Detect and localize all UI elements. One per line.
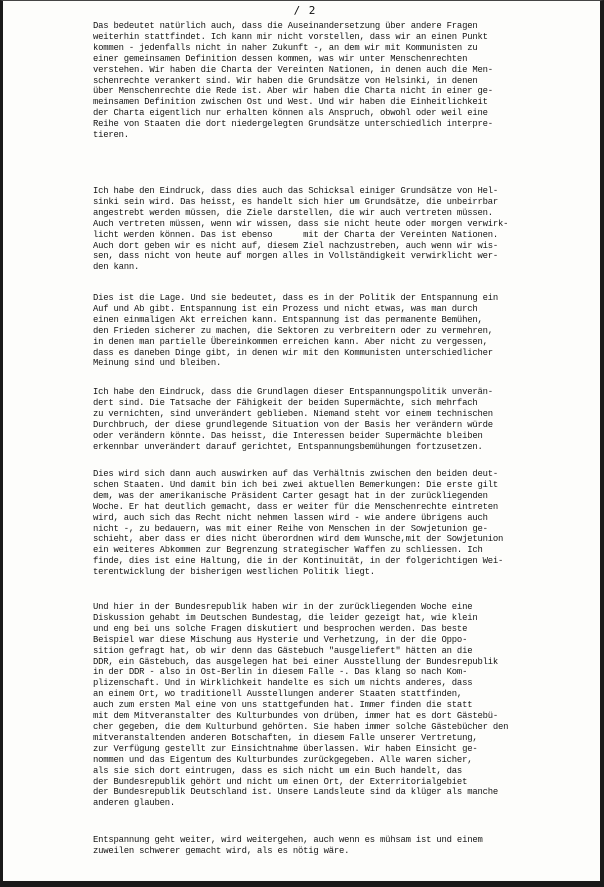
paragraph-carter bbox=[93, 469, 593, 578]
paragraph-human-rights bbox=[93, 21, 593, 141]
text-line: der Charta eigentlich nur erhalten können als Anspruch, obwohl oder weil eine bbox=[93, 108, 488, 119]
text-line: verstehen. Wir haben die Charta der Vereinten Nationen, in denen auch die Men- bbox=[93, 64, 493, 75]
paragraph-superpowers bbox=[93, 387, 593, 452]
text-line: und eng bei uns solche Fragen diskutiert und besprochen werden. Das beste bbox=[93, 623, 468, 634]
text-line: schieht, aber dass er dies nicht überordnen wird dem Wunsche,mit der Sowjetunion bbox=[93, 534, 504, 545]
text-line: plizenschaft. Und in Wirklichkeit handelte es sich um nichts anderes, dass bbox=[93, 678, 473, 689]
text-line: in denen man partielle Übereinkommen erreichen kann. Aber nicht zu vergessen, bbox=[93, 336, 488, 347]
text-line: sition gefragt hat, ob wir denn das Gästebuch "ausgeliefert" hätten an die bbox=[93, 645, 473, 656]
text-line: terentwicklung der bisherigen westlichen Politik liegt. bbox=[93, 567, 375, 578]
text-line: weiterhin stattfindet. Ich kann mir nicht vorstellen, dass wir an einen Punkt bbox=[93, 31, 488, 42]
text-line: Auch dort geben wir es nicht auf, diesem Ziel nachzustreben, auch wenn wir wis- bbox=[93, 240, 498, 251]
text-line: auch zum ersten Mal eine von uns stattgefunden hat. Immer finden die statt bbox=[93, 700, 473, 711]
text-line: Diskussion gehabt im Deutschen Bundestag, die leider gezeigt hat, wie klein bbox=[93, 612, 478, 623]
text-line: dert sind. Die Tatsache der Fähigkeit der beiden Supermächte, sich mehrfach bbox=[93, 397, 478, 408]
text-line: dass es daneben Dinge gibt, in denen wir mit den Kommunisten unterschiedlicher bbox=[93, 347, 493, 358]
text-line: mit dem Mitveranstalter des Kulturbundes von drüben, immer hat es dort Gästebü- bbox=[93, 711, 498, 722]
text-line: meinsamen Definition zwischen Ost und West. Und wir haben die Einheitlichkeit bbox=[93, 97, 488, 108]
text-line: einen einmaligen Akt erreichen kann. Entspannung ist das permanente Bemühen, bbox=[93, 314, 483, 325]
text-line: Dies ist die Lage. Und sie bedeutet, dass es in der Politik der Entspannung ein bbox=[93, 293, 498, 303]
text-line: finde, dies ist eine Haltung, die in der Kontinuität, in der folgerichtigen Wei- bbox=[93, 556, 504, 567]
text-line: licht werden können. Das ist ebenso mit der Charta der Vereinten Nationen. bbox=[93, 229, 498, 240]
paragraph-bundestag-guestbook bbox=[93, 602, 593, 809]
text-line: als sie sich dort eintrugen, dass es sich nicht um ein Buch handelt, das bbox=[93, 765, 463, 776]
text-line: nicht -, zu bedauern, was mit einer Reihe von Menschen in der Sowjetunion ge- bbox=[93, 523, 488, 534]
text-line: DDR, ein Gästebuch, das ausgelegen hat bei einer Ausstellung der Bundesrepublik bbox=[93, 656, 498, 667]
paragraph-helsinki bbox=[93, 186, 593, 273]
text-line: tieren. bbox=[93, 130, 129, 141]
page-number: / 2 bbox=[293, 4, 317, 17]
text-line: Auch vertreten müssen, wenn wir wissen, dass sie nicht heute oder morgen verwirk- bbox=[93, 218, 509, 229]
text-line: Dies wird sich dann auch auswirken auf das Verhältnis zwischen den beiden deut- bbox=[93, 469, 498, 479]
text-line: der Bundesrepublik gehört und nicht um einen Ort, der Exterritorialgebiet bbox=[93, 776, 468, 787]
text-line: nommen und das Eigentum des Kulturbundes zurückgegeben. Alle waren sicher, bbox=[93, 754, 473, 765]
text-line: ein weiteres Abkommen zur Begrenzung strategischer Waffen zu schliessen. Ich bbox=[93, 545, 483, 556]
text-line: sinki sein wird. Das heisst, es handelt sich hier um Grundsätze, die unbeirrbar bbox=[93, 196, 498, 207]
text-line: dem, was der amerikanische Präsident Carter gesagt hat in der zurückliegenden bbox=[93, 490, 488, 501]
text-line: der Bundesrepublik Deutschland ist. Unsere Landsleute sind da klüger als manche bbox=[93, 787, 498, 798]
text-line: schenrechte verankert sind. Wir haben die Grundsätze von Helsinki, in denen bbox=[93, 75, 478, 86]
paragraph-conclusion bbox=[93, 835, 593, 857]
paragraph-detente-process bbox=[93, 293, 593, 369]
text-line: zuweilen schwerer gemacht wird, als es nötig wäre. bbox=[93, 845, 350, 856]
text-line: in der DDR - also in Ost-Berlin in diesem Falle -. Das klang so nach Kom- bbox=[93, 667, 468, 678]
text-line: wird, auch sich das Recht nicht nehmen lassen wird - wie andere übrigens auch bbox=[93, 512, 488, 523]
text-line: Ich habe den Eindruck, dass die Grundlagen dieser Entspannungspolitik unverän- bbox=[93, 387, 493, 397]
text-line: Ich habe den Eindruck, dass dies auch das Schicksal einiger Grundsätze von Hel- bbox=[93, 186, 498, 196]
text-line: zu vernichten, sind unverändert geblieben. Niemand steht vor einem technischen bbox=[93, 408, 493, 419]
text-line: Woche. Er hat deutlich gemacht, dass er weiter für die Menschenrechte eintreten bbox=[93, 501, 498, 512]
text-line: mitveranstaltenden anderen Botschaften, in diesem Falle unserer Vertretung, bbox=[93, 732, 478, 743]
text-line: über Menschenrechte die Rede ist. Aber wir haben die Charta nicht in einer ge- bbox=[93, 86, 493, 97]
text-line: Meinung sind und bleiben. bbox=[93, 358, 222, 369]
text-line: an einem Ort, wo traditionell Ausstellungen anderer Staaten stattfinden, bbox=[93, 689, 463, 700]
text-line: oder verändern könnte. Das heisst, die Interessen beider Supermächte bleiben bbox=[93, 430, 483, 441]
text-line: cher gegeben, die dem Kulturbund gehörten. Sie haben immer solche Gästebücher den bbox=[93, 721, 509, 732]
text-line: den kann. bbox=[93, 262, 140, 273]
text-line: Und hier in der Bundesrepublik haben wir in der zurückliegenden Woche eine bbox=[93, 602, 473, 612]
text-line: erkennbar unverändert darauf gerichtet, Entspannungsbemühungen fortzusetzen. bbox=[93, 441, 483, 452]
text-line: Durchbruch, der diese grundlegende Situation von der Basis her verändern würde bbox=[93, 419, 493, 430]
text-line: einer gemeinsamen Definition dessen kommen, was wir unter Menschenrechten bbox=[93, 53, 468, 64]
text-line: Das bedeutet natürlich auch, dass die Auseinandersetzung über andere Fragen bbox=[93, 21, 478, 31]
text-line: zur Verfügung gestellt zur Einsichtnahme überlassen. Wir haben Einsicht ge- bbox=[93, 743, 478, 754]
text-line: Beispiel war diese Mischung aus Hysterie und Verhetzung, in der die Oppo- bbox=[93, 634, 468, 645]
text-line: angestrebt werden müssen, die Ziele darstellen, die wir auch vertreten müssen. bbox=[93, 207, 493, 218]
text-line: anderen glauben. bbox=[93, 798, 176, 809]
text-line: den Frieden sicherer zu machen, die Sektoren zu verbreitern oder zu vermehren, bbox=[93, 325, 493, 336]
text-line: Entspannung geht weiter, wird weitergehen, auch wenn es mühsam ist und einem bbox=[93, 835, 483, 845]
text-line: schen Staaten. Und damit bin ich bei zwei aktuellen Bemerkungen: Die erste gilt bbox=[93, 479, 498, 490]
text-line: Reihe von Staaten die dort niedergelegten Grundsätze unterschiedlich interpre- bbox=[93, 119, 493, 130]
text-line: Auf und Ab gibt. Entspannung ist ein Prozess und nicht etwas, was man durch bbox=[93, 303, 478, 314]
text-line: kommen - jedenfalls nicht in naher Zukunft -, an dem wir mit Kommunisten zu bbox=[93, 42, 478, 53]
text-line: sen, dass nicht von heute auf morgen alles in Vollständigkeit verwirklicht wer- bbox=[93, 251, 498, 262]
